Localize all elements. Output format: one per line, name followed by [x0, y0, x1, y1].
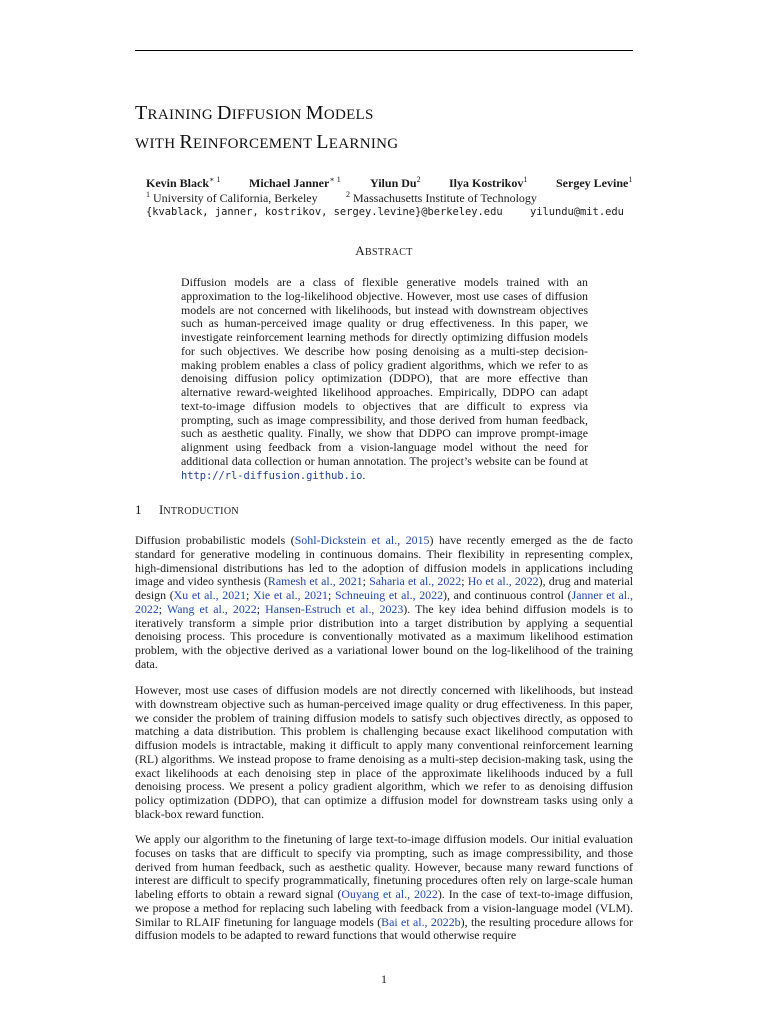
title-smallcaps: ODELS [323, 107, 374, 123]
paragraph-text: ; [362, 574, 370, 589]
paragraph-text: ) have recently emerged as the de facto standard for generative modeling in continuous domains. Their flexibility in representing complex, high-dimensional distributions has led to the adoption of diffusion models in applications including image and video synthesis ( [135, 533, 634, 589]
author-name: Michael Janner [249, 176, 330, 190]
abstract-text: Diffusion models are a class of flexible generative models trained with an approximation to the log-likelihood objective. However, most use cases of diffusion models are not concerned with likelihoods, but instead with downstream objectives such as human-perceived image quality or drug effectiveness. In this paper, we investigate reinforcement learning methods for directly optimizing diffusion models for such objectives. We describe how posing denoising as a multi-step decision-making problem enables a class of policy gradient algorithms, which we refer to as denoising diffusion policy optimization (DDPO), that are more effective than alternative reward-weighted likelihood approaches. Empirically, DDPO can adapt text-to-image diffusion models to objectives that are difficult to express via prompting, such as image compressibility, and those derived from human feedback, such as aesthetic quality. Finally, we show that DDPO can improve prompt-image alignment using feedback from a vision-language model without the need for additional data collection or human annotation. The project’s website can be found at [181, 275, 588, 468]
paragraph-text: ; [328, 588, 335, 602]
author-sup: ∗ 1 [209, 175, 221, 184]
title-smallcaps: IFFUSION [231, 107, 306, 123]
abstract-body [181, 276, 588, 483]
project-website-link[interactable]: http://rl-diffusion.github.io [181, 469, 363, 482]
citation-link[interactable]: Xu et al., 2021 [173, 588, 247, 602]
author [146, 175, 220, 191]
heading-smallcaps: NTRODUCTION [163, 506, 239, 517]
citation-link[interactable]: Ramesh et al., 2021 [267, 574, 363, 589]
citation-link[interactable]: Wang et al., 2022 [167, 601, 257, 616]
author-sup: 1 [523, 175, 528, 184]
paragraph-text: ), the resulting procedure allows for diffusion models to be adapted to reward functions that would otherwise require [135, 914, 634, 943]
title-cap: D [217, 102, 232, 124]
affiliation-text: Massachusetts Institute of Technology [350, 191, 537, 205]
title-cap: L [316, 131, 329, 153]
title-smallcaps: EARNING [328, 136, 399, 152]
title-line-1 [135, 100, 635, 129]
intro-paragraph-1 [135, 534, 633, 672]
title-cap: M [305, 102, 324, 124]
author [556, 175, 632, 191]
author-sup: ∗ 1 [329, 175, 341, 184]
title-smallcaps: WITH [135, 136, 180, 152]
heading-cap: A [355, 243, 365, 258]
affiliation-mit [346, 190, 537, 206]
author [449, 175, 527, 191]
citation-link[interactable]: Saharia et al., 2022 [369, 574, 462, 589]
intro-paragraph-3 [135, 833, 633, 943]
paragraph-text: ). In the case of text-to-image diffusion, we propose a method for replacing such labeling with feedback from a vision-language model (VLM). Similar to RLAIF finetuning for language models ( [135, 887, 634, 929]
email-line [146, 206, 624, 218]
paragraph-text: ; [158, 601, 167, 616]
citation-link[interactable]: Janner et al., 2022 [135, 588, 634, 616]
paragraph-text: ). The key idea behind diffusion models is to iteratively transform a simple prior distribution into a target distribution by applying a sequential denoising process. This procedure is conventionally motivated as a maximum likelihood estimation problem, with the objective derived as a variational lower bound on the log-likelihood of the training data. [135, 601, 634, 671]
citation-link[interactable]: Ho et al., 2022 [467, 574, 539, 589]
abstract-heading [0, 243, 768, 259]
title-line-2 [135, 129, 635, 158]
abstract-end: . [362, 467, 366, 482]
affiliation-text: University of California, Berkeley [150, 191, 318, 205]
heading-smallcaps: BSTRACT [364, 247, 413, 258]
title-smallcaps: RAINING [147, 107, 218, 123]
paragraph-text: ; [461, 574, 468, 589]
section-number: 1 [135, 502, 142, 517]
paragraph-text: We apply our algorithm to the finetuning of large text-to-image diffusion models. Our initial evaluation focuses on tasks that are difficult to specify via prompting, such as image compressibility, and those derived from human feedback, such as aesthetic quality. However, because many reward functions of interest are difficult to specify programmatically, finetuning procedures often rely on large-scale human labeling efforts to obtain a reward signal ( [135, 832, 633, 901]
author-name: Ilya Kostrikov [449, 176, 524, 190]
citation-link[interactable]: Xie et al., 2021 [253, 588, 329, 602]
paragraph-text: ), drug and material design ( [135, 574, 634, 602]
top-rule [135, 50, 633, 51]
heading-cap: I [159, 502, 164, 517]
citation-link[interactable]: Bai et al., 2022b [381, 914, 461, 929]
author-name: Sergey Levine [556, 176, 629, 190]
author [249, 175, 341, 191]
email-mit: yilundu@mit.edu [530, 206, 624, 218]
paper-title [135, 100, 635, 158]
paragraph-text: ; [256, 601, 266, 616]
affiliation-sup: 1 [146, 190, 150, 199]
section-heading-introduction [135, 502, 239, 518]
paragraph-text: However, most use cases of diffusion models are not directly concerned with likelihoods, but instead with downstream objective such as human-perceived image quality or drug effectiveness. In this paper, we consider the problem of training diffusion models to satisfy such objectives directly, as opposed to matching a data distribution. This problem is challenging because exact likelihood computation with diffusion models is intractable, making it difficult to apply many conventional reinforcement learning (RL) algorithms. We instead propose to frame denoising as a multi-step decision-making task, using the exact likelihoods at each denoising step in place of the approximate likelihoods induced by a full denoising process. We present a policy gradient algorithm, which we refer to as denoising diffusion policy optimization (DDPO), that can optimize a diffusion model for downstream tasks using only a black-box reward function. [135, 683, 633, 821]
paragraph-text: ; [246, 588, 253, 602]
author-sup: 2 [416, 175, 421, 184]
affiliation-berkeley [146, 190, 318, 206]
title-smallcaps: EINFORCEMENT [193, 136, 317, 152]
citation-link[interactable]: Hansen-Estruch et al., 2023 [265, 601, 404, 616]
page-number: 1 [381, 972, 387, 986]
author [370, 175, 421, 191]
intro-paragraph-2 [135, 684, 633, 822]
citation-link[interactable]: Ouyang et al., 2022 [341, 887, 438, 901]
title-cap: T [135, 102, 148, 124]
paragraph-text: ), and continuous control ( [443, 588, 572, 602]
author-name: Kevin Black [146, 176, 210, 190]
title-cap: R [179, 131, 194, 153]
author-list [146, 175, 646, 191]
author-sup: 1 [628, 175, 633, 184]
paragraph-text: Diffusion probabilistic models ( [135, 533, 295, 547]
citation-link[interactable]: Sohl-Dickstein et al., 2015 [294, 533, 430, 547]
author-name: Yilun Du [370, 176, 417, 190]
affiliation-sup: 2 [346, 190, 350, 199]
citation-link[interactable]: Schneuing et al., 2022 [334, 588, 444, 602]
email-berkeley: {kvablack, janner, kostrikov, sergey.levine}@berkeley.edu [146, 206, 503, 218]
